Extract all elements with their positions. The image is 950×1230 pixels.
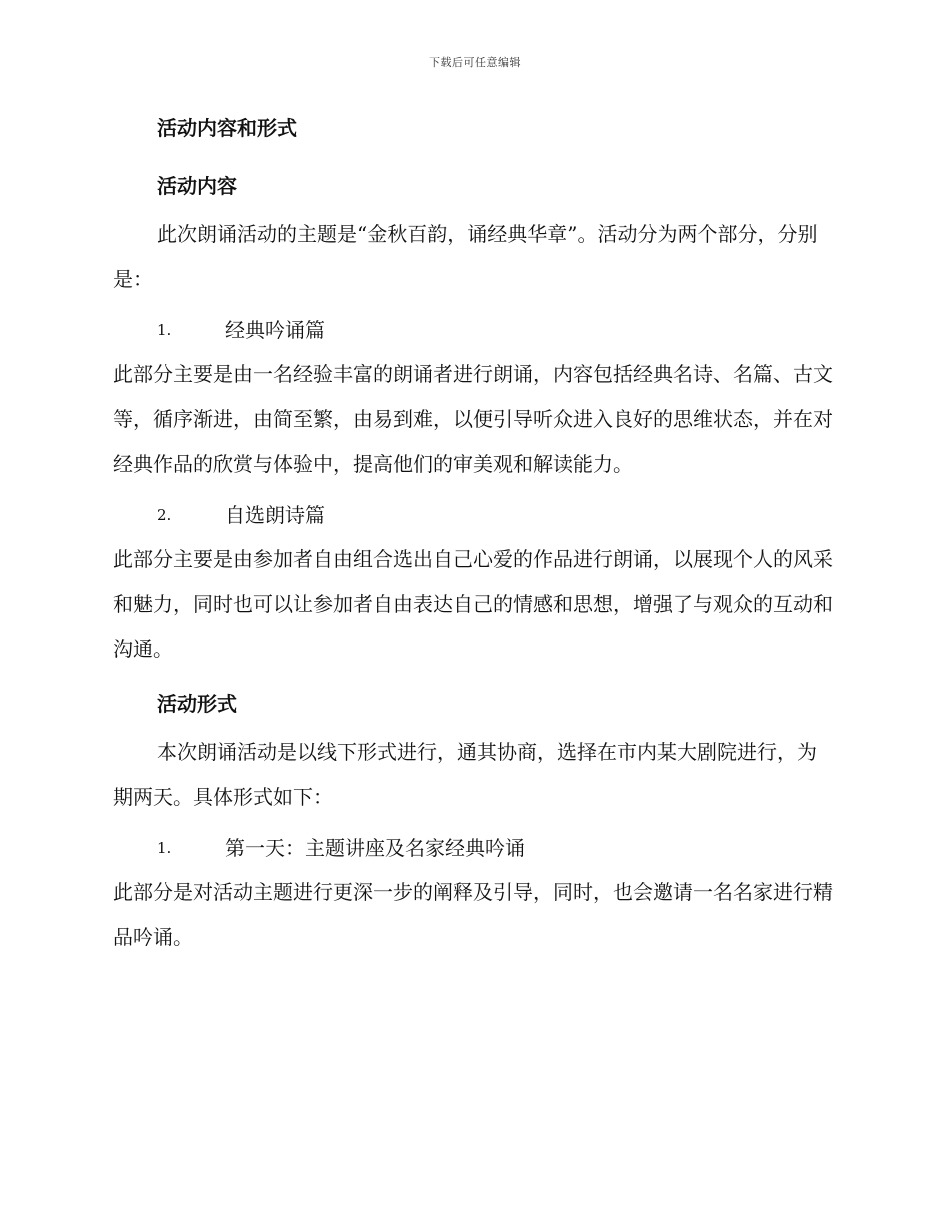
list-number: 1. — [157, 321, 172, 339]
list-item-self-selected-poems — [113, 499, 833, 531]
intro-paragraph: 此次朗诵活动的主题是“金秋百韵，诵经典华章”。活动分为两个部分，分别是： — [113, 222, 818, 291]
list-item-classic-recitation — [113, 314, 833, 346]
classic-recitation-paragraph: 此部分主要是由一名经验丰富的朗诵者进行朗诵，内容包括经典名诗、名篇、古文等，循序渐进，由简至繁，由易到难，以便引导听众进入良好的思维状态，并在对经典作品的欣赏与体验中，提高他们的审美观和解读能力。 — [113, 362, 833, 476]
heading-activity-form: 活动形式 — [157, 692, 237, 716]
document-body — [113, 112, 833, 960]
list-number: 2. — [157, 506, 172, 524]
day-one-paragraph: 此部分是对活动主题进行更深一步的阐释及引导，同时，也会邀请一名名家进行精品吟诵。 — [113, 880, 833, 949]
heading-activity-content: 活动内容 — [157, 174, 237, 198]
self-selected-paragraph: 此部分主要是由参加者自由组合选出自己心爱的作品进行朗诵，以展现个人的风采和魅力，同时也可以让参加者自由表达自己的情感和思想，增强了与观众的互动和沟通。 — [113, 547, 833, 661]
list-item-day-one — [113, 832, 833, 864]
list-number: 1. — [157, 839, 172, 857]
heading-activity-content-and-form: 活动内容和形式 — [157, 116, 297, 140]
form-intro-paragraph: 本次朗诵活动是以线下形式进行，通其协商，选择在市内某大剧院进行，为期两天。具体形式如下： — [113, 740, 817, 809]
list-title: 第一天：主题讲座及名家经典吟诵 — [225, 836, 525, 860]
header-note: 下载后可任意编辑 — [429, 56, 521, 69]
list-title: 自选朗诗篇 — [225, 503, 325, 527]
list-title: 经典吟诵篇 — [225, 318, 325, 342]
